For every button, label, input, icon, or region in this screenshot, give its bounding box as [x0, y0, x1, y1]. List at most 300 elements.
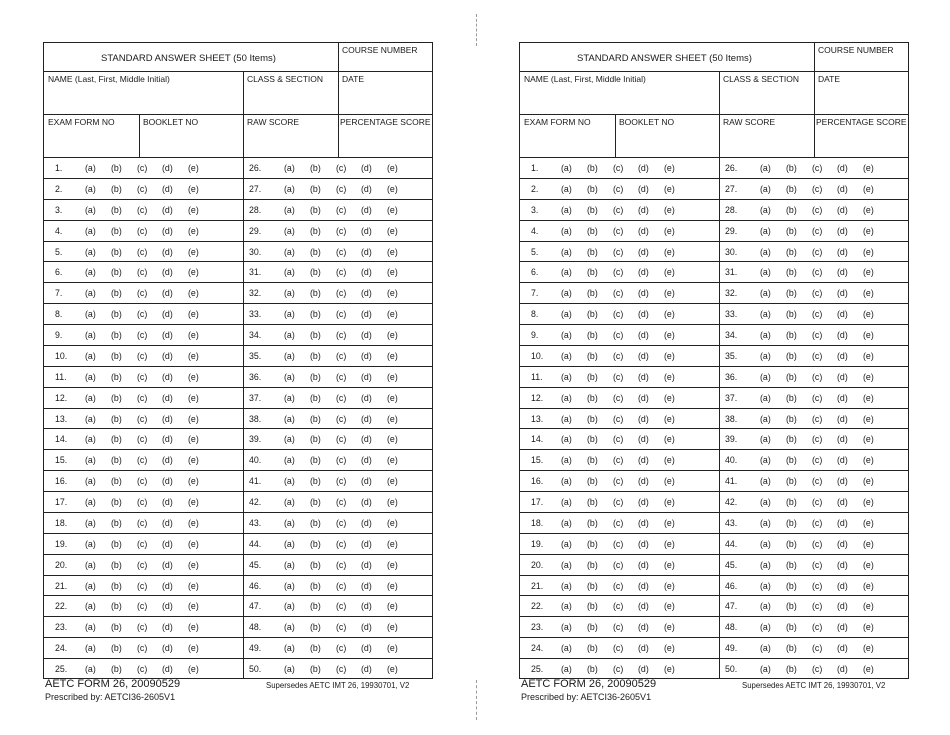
answer-option[interactable]: (a) [760, 517, 771, 528]
answer-option[interactable]: (d) [837, 538, 848, 549]
answer-option[interactable]: (d) [361, 580, 372, 591]
answer-option[interactable]: (c) [336, 664, 347, 675]
answer-option[interactable]: (a) [284, 267, 295, 278]
answer-option[interactable]: (e) [664, 517, 675, 528]
answer-option[interactable]: (a) [760, 497, 771, 508]
answer-option[interactable]: (b) [310, 350, 321, 361]
answer-option[interactable]: (e) [188, 664, 199, 675]
answer-option[interactable]: (a) [85, 288, 96, 299]
answer-option[interactable]: (b) [587, 643, 598, 654]
answer-option[interactable]: (c) [336, 434, 347, 445]
answer-option[interactable]: (c) [137, 413, 148, 424]
answer-option[interactable]: (d) [162, 183, 173, 194]
answer-option[interactable]: (d) [638, 204, 649, 215]
answer-option[interactable]: (c) [613, 559, 624, 570]
answer-option[interactable]: (b) [111, 183, 122, 194]
answer-option[interactable]: (c) [336, 497, 347, 508]
answer-option[interactable]: (b) [310, 455, 321, 466]
answer-option[interactable]: (c) [137, 350, 148, 361]
answer-option[interactable]: (e) [188, 559, 199, 570]
answer-option[interactable]: (e) [664, 559, 675, 570]
answer-option[interactable]: (a) [85, 204, 96, 215]
answer-option[interactable]: (a) [85, 601, 96, 612]
answer-option[interactable]: (c) [812, 497, 823, 508]
answer-option[interactable]: (e) [664, 330, 675, 341]
answer-option[interactable]: (e) [188, 163, 199, 173]
answer-option[interactable]: (b) [310, 288, 321, 299]
answer-option[interactable]: (e) [664, 643, 675, 654]
answer-option[interactable]: (e) [863, 622, 874, 633]
answer-option[interactable]: (a) [284, 580, 295, 591]
answer-option[interactable]: (d) [162, 413, 173, 424]
answer-option[interactable]: (a) [85, 183, 96, 194]
answer-option[interactable]: (d) [638, 580, 649, 591]
answer-option[interactable]: (a) [760, 392, 771, 403]
answer-option[interactable]: (d) [162, 580, 173, 591]
answer-option[interactable]: (c) [137, 497, 148, 508]
answer-option[interactable]: (b) [111, 246, 122, 257]
answer-option[interactable]: (d) [361, 350, 372, 361]
answer-option[interactable]: (c) [613, 580, 624, 591]
answer-option[interactable]: (d) [162, 434, 173, 445]
answer-option[interactable]: (b) [587, 267, 598, 278]
answer-option[interactable]: (b) [111, 434, 122, 445]
answer-option[interactable]: (d) [638, 601, 649, 612]
answer-option[interactable]: (b) [310, 163, 321, 173]
answer-option[interactable]: (d) [162, 204, 173, 215]
answer-option[interactable]: (b) [587, 288, 598, 299]
answer-option[interactable]: (b) [310, 559, 321, 570]
answer-option[interactable]: (e) [863, 392, 874, 403]
answer-option[interactable]: (b) [587, 455, 598, 466]
answer-option[interactable]: (c) [137, 267, 148, 278]
answer-option[interactable]: (e) [188, 643, 199, 654]
answer-option[interactable]: (b) [310, 371, 321, 382]
answer-option[interactable]: (e) [188, 517, 199, 528]
answer-option[interactable]: (e) [188, 225, 199, 236]
answer-option[interactable]: (d) [638, 183, 649, 194]
answer-option[interactable]: (c) [812, 392, 823, 403]
answer-option[interactable]: (a) [760, 580, 771, 591]
answer-option[interactable]: (b) [111, 225, 122, 236]
answer-option[interactable]: (c) [137, 643, 148, 654]
answer-option[interactable]: (c) [137, 183, 148, 194]
answer-option[interactable]: (c) [336, 267, 347, 278]
answer-option[interactable]: (b) [587, 371, 598, 382]
answer-option[interactable]: (c) [613, 288, 624, 299]
answer-option[interactable]: (a) [284, 559, 295, 570]
answer-option[interactable]: (a) [760, 434, 771, 445]
answer-option[interactable]: (e) [387, 643, 398, 654]
answer-option[interactable]: (a) [760, 267, 771, 278]
answer-option[interactable]: (e) [188, 413, 199, 424]
answer-option[interactable]: (c) [613, 371, 624, 382]
answer-option[interactable]: (a) [85, 664, 96, 675]
answer-option[interactable]: (e) [664, 163, 675, 173]
answer-option[interactable]: (b) [310, 183, 321, 194]
answer-option[interactable]: (b) [786, 246, 797, 257]
answer-option[interactable]: (d) [162, 643, 173, 654]
answer-option[interactable]: (d) [361, 225, 372, 236]
answer-option[interactable]: (c) [812, 309, 823, 320]
answer-option[interactable]: (a) [85, 476, 96, 487]
answer-option[interactable]: (d) [162, 225, 173, 236]
answer-option[interactable]: (a) [760, 371, 771, 382]
answer-option[interactable]: (a) [85, 413, 96, 424]
answer-option[interactable]: (a) [561, 330, 572, 341]
answer-option[interactable]: (a) [85, 497, 96, 508]
answer-option[interactable]: (a) [85, 559, 96, 570]
answer-option[interactable]: (b) [786, 413, 797, 424]
answer-option[interactable]: (a) [284, 183, 295, 194]
answer-option[interactable]: (c) [613, 246, 624, 257]
answer-option[interactable]: (d) [638, 622, 649, 633]
answer-option[interactable]: (e) [863, 330, 874, 341]
answer-option[interactable]: (a) [284, 517, 295, 528]
answer-option[interactable]: (d) [837, 163, 848, 173]
answer-option[interactable]: (e) [863, 163, 874, 173]
answer-option[interactable]: (e) [863, 183, 874, 194]
answer-option[interactable]: (e) [387, 559, 398, 570]
answer-option[interactable]: (b) [111, 392, 122, 403]
answer-option[interactable]: (b) [786, 643, 797, 654]
answer-option[interactable]: (c) [812, 246, 823, 257]
answer-option[interactable]: (e) [664, 622, 675, 633]
answer-option[interactable]: (b) [587, 664, 598, 675]
answer-option[interactable]: (a) [561, 664, 572, 675]
answer-option[interactable]: (e) [387, 246, 398, 257]
answer-option[interactable]: (c) [137, 664, 148, 675]
answer-option[interactable]: (a) [760, 413, 771, 424]
answer-option[interactable]: (e) [863, 288, 874, 299]
answer-option[interactable]: (b) [587, 204, 598, 215]
answer-option[interactable]: (a) [760, 309, 771, 320]
answer-option[interactable]: (c) [137, 330, 148, 341]
answer-option[interactable]: (c) [613, 309, 624, 320]
answer-option[interactable]: (b) [786, 204, 797, 215]
answer-option[interactable]: (a) [561, 580, 572, 591]
answer-option[interactable]: (b) [587, 330, 598, 341]
answer-option[interactable]: (d) [837, 309, 848, 320]
answer-option[interactable]: (b) [111, 497, 122, 508]
answer-option[interactable]: (b) [786, 163, 797, 173]
raw-score-field[interactable]: RAW SCORE [723, 117, 776, 127]
answer-option[interactable]: (b) [786, 267, 797, 278]
answer-option[interactable]: (e) [387, 371, 398, 382]
answer-option[interactable]: (e) [863, 246, 874, 257]
answer-option[interactable]: (d) [638, 559, 649, 570]
answer-option[interactable]: (c) [613, 392, 624, 403]
answer-option[interactable]: (e) [664, 664, 675, 675]
answer-option[interactable]: (e) [387, 517, 398, 528]
answer-option[interactable]: (a) [760, 622, 771, 633]
answer-option[interactable]: (c) [137, 455, 148, 466]
answer-option[interactable]: (d) [361, 497, 372, 508]
date-field[interactable]: DATE [342, 74, 365, 84]
answer-option[interactable]: (e) [387, 497, 398, 508]
answer-option[interactable]: (c) [336, 309, 347, 320]
answer-option[interactable]: (e) [863, 225, 874, 236]
answer-option[interactable]: (a) [85, 267, 96, 278]
answer-option[interactable]: (c) [812, 538, 823, 549]
raw-score-field[interactable]: RAW SCORE [247, 117, 300, 127]
answer-option[interactable]: (e) [664, 183, 675, 194]
answer-option[interactable]: (c) [812, 204, 823, 215]
answer-option[interactable]: (d) [361, 183, 372, 194]
answer-option[interactable]: (b) [111, 601, 122, 612]
answer-option[interactable]: (a) [284, 434, 295, 445]
answer-option[interactable]: (c) [137, 204, 148, 215]
answer-option[interactable]: (d) [837, 350, 848, 361]
answer-option[interactable]: (e) [387, 392, 398, 403]
class-section-field[interactable]: CLASS & SECTION [723, 74, 800, 84]
answer-option[interactable]: (a) [85, 517, 96, 528]
answer-option[interactable]: (c) [137, 580, 148, 591]
answer-option[interactable]: (e) [863, 350, 874, 361]
answer-option[interactable]: (a) [760, 330, 771, 341]
answer-option[interactable]: (a) [284, 664, 295, 675]
answer-option[interactable]: (c) [336, 538, 347, 549]
answer-option[interactable]: (c) [812, 580, 823, 591]
answer-option[interactable]: (a) [284, 288, 295, 299]
answer-option[interactable]: (c) [812, 330, 823, 341]
answer-option[interactable]: (d) [162, 309, 173, 320]
answer-option[interactable]: (b) [310, 413, 321, 424]
answer-option[interactable]: (b) [310, 267, 321, 278]
answer-option[interactable]: (a) [284, 204, 295, 215]
answer-option[interactable]: (e) [387, 664, 398, 675]
answer-option[interactable]: (d) [837, 497, 848, 508]
answer-option[interactable]: (b) [587, 246, 598, 257]
answer-option[interactable]: (c) [812, 371, 823, 382]
answer-option[interactable]: (d) [837, 664, 848, 675]
answer-option[interactable]: (a) [284, 350, 295, 361]
answer-option[interactable]: (c) [336, 476, 347, 487]
answer-option[interactable]: (c) [336, 622, 347, 633]
answer-option[interactable]: (b) [786, 601, 797, 612]
answer-option[interactable]: (a) [561, 497, 572, 508]
answer-option[interactable]: (d) [361, 288, 372, 299]
answer-option[interactable]: (e) [863, 455, 874, 466]
answer-option[interactable]: (a) [561, 622, 572, 633]
answer-option[interactable]: (a) [85, 371, 96, 382]
answer-option[interactable]: (c) [137, 392, 148, 403]
answer-option[interactable]: (d) [638, 643, 649, 654]
answer-option[interactable]: (b) [786, 183, 797, 194]
answer-option[interactable]: (c) [613, 350, 624, 361]
answer-option[interactable]: (d) [361, 163, 372, 173]
answer-option[interactable]: (e) [387, 183, 398, 194]
answer-option[interactable]: (a) [561, 392, 572, 403]
answer-option[interactable]: (c) [137, 601, 148, 612]
answer-option[interactable]: (d) [361, 246, 372, 257]
answer-option[interactable]: (b) [786, 559, 797, 570]
answer-option[interactable]: (e) [664, 434, 675, 445]
answer-option[interactable]: (a) [85, 643, 96, 654]
answer-option[interactable]: (d) [837, 580, 848, 591]
answer-option[interactable]: (d) [162, 497, 173, 508]
answer-option[interactable]: (b) [786, 371, 797, 382]
answer-option[interactable]: (c) [812, 434, 823, 445]
answer-option[interactable]: (e) [188, 476, 199, 487]
answer-option[interactable]: (b) [587, 163, 598, 173]
answer-option[interactable]: (d) [638, 497, 649, 508]
answer-option[interactable]: (c) [812, 476, 823, 487]
class-section-field[interactable]: CLASS & SECTION [247, 74, 324, 84]
answer-option[interactable]: (c) [613, 455, 624, 466]
answer-option[interactable]: (e) [664, 497, 675, 508]
answer-option[interactable]: (d) [162, 392, 173, 403]
answer-option[interactable]: (c) [336, 330, 347, 341]
exam-form-no-field[interactable]: EXAM FORM NO [48, 117, 115, 127]
answer-option[interactable]: (d) [162, 246, 173, 257]
answer-option[interactable]: (a) [284, 413, 295, 424]
answer-option[interactable]: (c) [613, 204, 624, 215]
answer-option[interactable]: (a) [85, 392, 96, 403]
answer-option[interactable]: (a) [284, 392, 295, 403]
answer-option[interactable]: (d) [162, 267, 173, 278]
answer-option[interactable]: (a) [760, 204, 771, 215]
answer-option[interactable]: (d) [162, 163, 173, 173]
answer-option[interactable]: (a) [85, 330, 96, 341]
answer-option[interactable]: (c) [812, 601, 823, 612]
answer-option[interactable]: (b) [111, 371, 122, 382]
answer-option[interactable]: (b) [310, 476, 321, 487]
answer-option[interactable]: (a) [760, 163, 771, 173]
answer-option[interactable]: (a) [284, 330, 295, 341]
answer-option[interactable]: (d) [837, 434, 848, 445]
answer-option[interactable]: (b) [111, 580, 122, 591]
answer-option[interactable]: (e) [863, 413, 874, 424]
answer-option[interactable]: (c) [812, 455, 823, 466]
answer-option[interactable]: (c) [812, 183, 823, 194]
answer-option[interactable]: (a) [760, 225, 771, 236]
answer-option[interactable]: (e) [664, 371, 675, 382]
answer-option[interactable]: (d) [837, 622, 848, 633]
answer-option[interactable]: (e) [863, 371, 874, 382]
answer-option[interactable]: (c) [336, 455, 347, 466]
answer-option[interactable]: (b) [111, 309, 122, 320]
answer-option[interactable]: (e) [188, 371, 199, 382]
answer-option[interactable]: (e) [188, 267, 199, 278]
answer-option[interactable]: (b) [111, 643, 122, 654]
answer-option[interactable]: (a) [284, 538, 295, 549]
answer-option[interactable]: (a) [561, 183, 572, 194]
answer-option[interactable]: (c) [812, 664, 823, 675]
answer-option[interactable]: (d) [638, 434, 649, 445]
answer-option[interactable]: (e) [664, 309, 675, 320]
answer-option[interactable]: (b) [587, 225, 598, 236]
answer-option[interactable]: (a) [561, 517, 572, 528]
answer-option[interactable]: (b) [587, 580, 598, 591]
answer-option[interactable]: (d) [361, 559, 372, 570]
course-number-field[interactable]: COURSE NUMBER [342, 45, 418, 55]
answer-option[interactable]: (a) [760, 664, 771, 675]
answer-option[interactable]: (d) [638, 517, 649, 528]
answer-option[interactable]: (d) [361, 601, 372, 612]
answer-option[interactable]: (c) [137, 225, 148, 236]
answer-option[interactable]: (b) [310, 538, 321, 549]
answer-option[interactable]: (b) [587, 350, 598, 361]
answer-option[interactable]: (b) [310, 664, 321, 675]
answer-option[interactable]: (b) [786, 476, 797, 487]
answer-option[interactable]: (c) [336, 580, 347, 591]
answer-option[interactable]: (c) [336, 643, 347, 654]
answer-option[interactable]: (a) [760, 350, 771, 361]
answer-option[interactable]: (e) [863, 643, 874, 654]
answer-option[interactable]: (a) [284, 225, 295, 236]
answer-option[interactable]: (c) [812, 413, 823, 424]
answer-option[interactable]: (b) [111, 664, 122, 675]
answer-option[interactable]: (d) [361, 371, 372, 382]
name-field[interactable]: NAME (Last, First, Middle Initial) [48, 74, 170, 84]
answer-option[interactable]: (c) [336, 413, 347, 424]
answer-option[interactable]: (b) [587, 413, 598, 424]
answer-option[interactable]: (a) [760, 288, 771, 299]
answer-option[interactable]: (b) [310, 434, 321, 445]
answer-option[interactable]: (b) [111, 538, 122, 549]
answer-option[interactable]: (a) [284, 163, 295, 173]
answer-option[interactable]: (b) [310, 601, 321, 612]
answer-option[interactable]: (b) [786, 538, 797, 549]
answer-option[interactable]: (a) [284, 371, 295, 382]
answer-option[interactable]: (b) [111, 267, 122, 278]
answer-option[interactable]: (c) [613, 476, 624, 487]
answer-option[interactable]: (a) [85, 455, 96, 466]
answer-option[interactable]: (e) [188, 288, 199, 299]
answer-option[interactable]: (a) [85, 350, 96, 361]
answer-option[interactable]: (d) [162, 517, 173, 528]
answer-option[interactable]: (d) [361, 392, 372, 403]
answer-option[interactable]: (b) [310, 622, 321, 633]
answer-option[interactable]: (c) [336, 559, 347, 570]
answer-option[interactable]: (e) [188, 309, 199, 320]
answer-option[interactable]: (b) [111, 350, 122, 361]
answer-option[interactable]: (b) [111, 517, 122, 528]
answer-option[interactable]: (d) [638, 267, 649, 278]
answer-option[interactable]: (e) [863, 538, 874, 549]
answer-option[interactable]: (e) [387, 601, 398, 612]
answer-option[interactable]: (d) [837, 413, 848, 424]
answer-option[interactable]: (e) [664, 267, 675, 278]
answer-option[interactable]: (d) [638, 330, 649, 341]
answer-option[interactable]: (d) [837, 225, 848, 236]
date-field[interactable]: DATE [818, 74, 841, 84]
answer-option[interactable]: (a) [284, 476, 295, 487]
answer-option[interactable]: (c) [613, 497, 624, 508]
answer-option[interactable]: (b) [786, 622, 797, 633]
answer-option[interactable]: (e) [863, 601, 874, 612]
answer-option[interactable]: (e) [387, 538, 398, 549]
answer-option[interactable]: (d) [162, 288, 173, 299]
answer-option[interactable]: (a) [284, 246, 295, 257]
answer-option[interactable]: (b) [111, 204, 122, 215]
course-number-field[interactable]: COURSE NUMBER [818, 45, 894, 55]
answer-option[interactable]: (e) [863, 580, 874, 591]
answer-option[interactable]: (a) [561, 601, 572, 612]
answer-option[interactable]: (d) [837, 455, 848, 466]
answer-option[interactable]: (e) [664, 413, 675, 424]
answer-option[interactable]: (a) [561, 371, 572, 382]
answer-option[interactable]: (c) [613, 643, 624, 654]
answer-option[interactable]: (a) [284, 497, 295, 508]
answer-option[interactable]: (a) [85, 622, 96, 633]
answer-option[interactable]: (e) [387, 267, 398, 278]
answer-option[interactable]: (d) [837, 559, 848, 570]
answer-option[interactable]: (e) [664, 350, 675, 361]
answer-option[interactable]: (b) [587, 497, 598, 508]
answer-option[interactable]: (c) [812, 517, 823, 528]
